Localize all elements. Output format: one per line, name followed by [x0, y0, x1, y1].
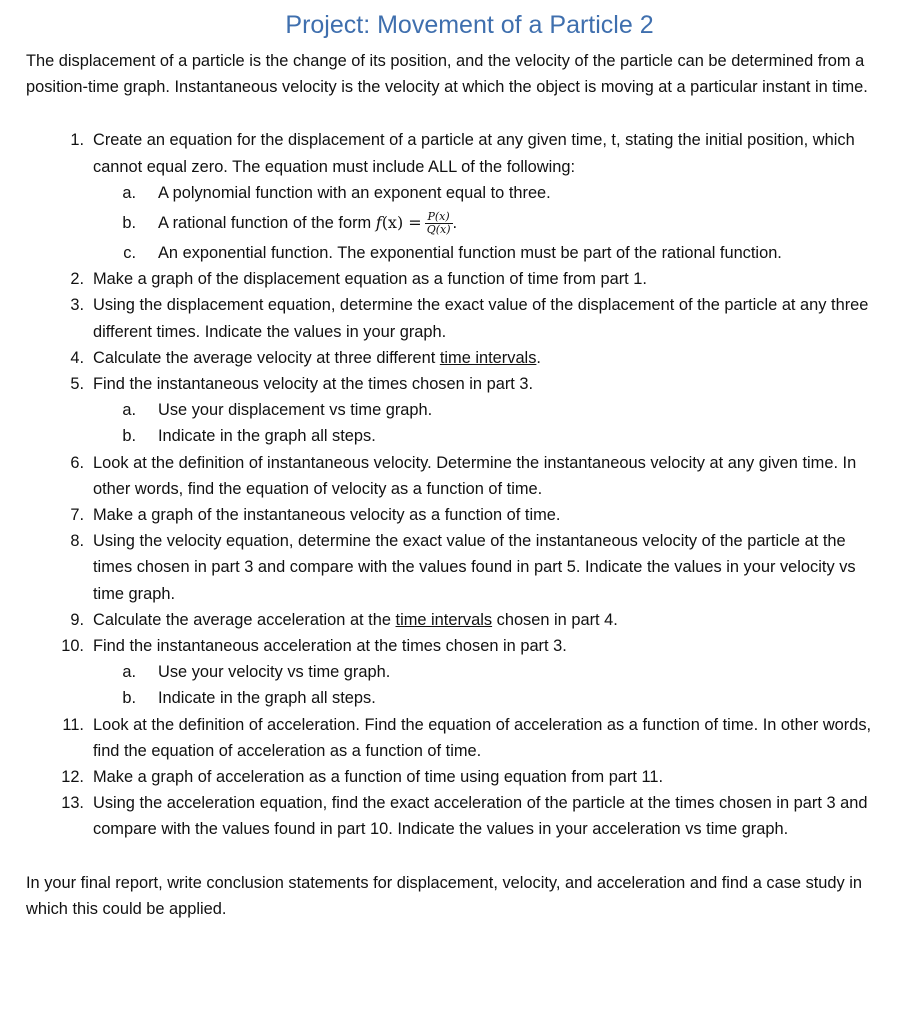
task-text: Calculate the average velocity at three different — [93, 348, 440, 367]
task-item-6 — [26, 450, 873, 502]
task-number: 8. — [70, 532, 84, 551]
subtask-5b — [26, 423, 873, 449]
fraction-numerator: P(x) — [425, 211, 453, 224]
task-number: 12. — [61, 768, 84, 787]
subtask-letter: a. — [122, 183, 136, 202]
subtask-text: Use your velocity vs time graph. — [158, 663, 391, 682]
subtask-10a — [26, 659, 873, 685]
subtask-text: Use your displacement vs time graph. — [158, 401, 433, 420]
task-item-7 — [26, 502, 873, 528]
time-intervals-underlined: time intervals — [439, 348, 537, 367]
task-item-4 — [26, 345, 873, 371]
subtask-5a — [26, 397, 873, 423]
task-text: Look at the definition of acceleration. Find the equation of acceleration as a function of time. In other words, find the equation of acceleration as a function of time. — [93, 715, 872, 760]
time-intervals-underlined: time intervals — [395, 610, 493, 629]
task-text: Using the displacement equation, determine the exact value of the displacement of the particle at any three different times. Indicate the values in your graph. — [93, 296, 869, 341]
task-text: Find the instantaneous acceleration at the times chosen in part 3. — [93, 637, 567, 656]
page-title: Project: Movement of a Particle 2 — [285, 11, 654, 39]
task-item-5 — [26, 371, 873, 397]
intro-paragraph: The displacement of a particle is the change of its position, and the velocity of the particle can be determined from a position-time graph. Instantaneous velocity is the velocity at which the object is moving at a particular instant in time. — [26, 52, 868, 97]
task-number: 1. — [70, 131, 84, 150]
subtask-1c — [26, 240, 873, 266]
subtask-letter: a. — [122, 401, 136, 420]
rational-function-formula — [376, 213, 422, 232]
subtask-letter: b. — [122, 427, 136, 446]
task-number: 6. — [70, 453, 84, 472]
fraction-denominator: Q(x) — [426, 223, 451, 237]
subtask-10b — [26, 685, 873, 711]
task-item-9 — [26, 607, 873, 633]
task-item-10 — [26, 633, 873, 659]
task-text-end: . — [536, 348, 541, 367]
task-number: 7. — [70, 506, 84, 525]
subtask-text: A polynomial function with an exponent equal to three. — [158, 183, 551, 202]
task-number: 4. — [70, 348, 84, 367]
task-number: 13. — [61, 794, 84, 813]
task-item-11 — [26, 712, 873, 764]
subtask-1a — [26, 180, 873, 206]
task-item-1 — [26, 127, 873, 179]
task-number: 5. — [70, 375, 84, 394]
task-item-2 — [26, 266, 873, 292]
formula-variable: (x) = — [381, 213, 422, 233]
task-number: 11. — [62, 715, 84, 734]
formula-fraction — [425, 211, 453, 236]
task-list — [26, 127, 873, 842]
subtask-letter: a. — [122, 663, 136, 682]
final-report-paragraph: In your final report, write conclusion statements for displacement, velocity, and acceleration and find a case study in which this could be applied. — [26, 873, 863, 918]
subtask-text: Indicate in the graph all steps. — [158, 689, 376, 708]
task-number: 2. — [70, 270, 84, 289]
formula-period: . — [452, 214, 458, 233]
task-number: 3. — [70, 296, 84, 315]
task-item-8 — [26, 528, 873, 607]
task-text: Create an equation for the displacement of a particle at any given time, t, stating the initial position, which cannot equal zero. The equation must include ALL of the following: — [93, 131, 855, 176]
formula-function-name: f — [375, 213, 382, 233]
task-text: Using the velocity equation, determine the exact value of the instantaneous velocity of the particle at the times chosen in part 3 and compare with the values found in part 5. Indicate the values in your velocity vs time graph. — [93, 532, 856, 603]
task-text: Make a graph of the instantaneous velocity as a function of time. — [93, 506, 561, 525]
task-item-3 — [26, 292, 873, 344]
subtask-letter: b. — [122, 214, 136, 233]
subtask-text: An exponential function. The exponential function must be part of the rational function. — [158, 244, 782, 263]
task-text: Make a graph of the displacement equation as a function of time from part 1. — [93, 270, 647, 289]
subtask-letter: b. — [122, 689, 136, 708]
task-text-end: chosen in part 4. — [492, 610, 618, 629]
task-text: Using the acceleration equation, find the exact acceleration of the particle at the times chosen in part 3 and compare with the values found in part 10. Indicate the values in your acceleration vs time graph. — [93, 794, 868, 839]
task-item-13 — [26, 790, 873, 842]
subtask-text: A rational function of the form — [158, 214, 376, 233]
subtask-1b — [26, 206, 873, 240]
task-item-12 — [26, 764, 873, 790]
task-number: 10. — [61, 637, 84, 656]
task-text: Calculate the average acceleration at the — [93, 610, 396, 629]
subtask-text: Indicate in the graph all steps. — [158, 427, 376, 446]
task-text: Find the instantaneous velocity at the times chosen in part 3. — [93, 375, 534, 394]
task-number: 9. — [70, 610, 84, 629]
subtask-letter: c. — [123, 244, 136, 263]
task-text: Make a graph of acceleration as a function of time using equation from part 11. — [93, 768, 664, 787]
task-text: Look at the definition of instantaneous velocity. Determine the instantaneous velocity at any given time. In other words, find the equation of velocity as a function of time. — [93, 453, 857, 498]
